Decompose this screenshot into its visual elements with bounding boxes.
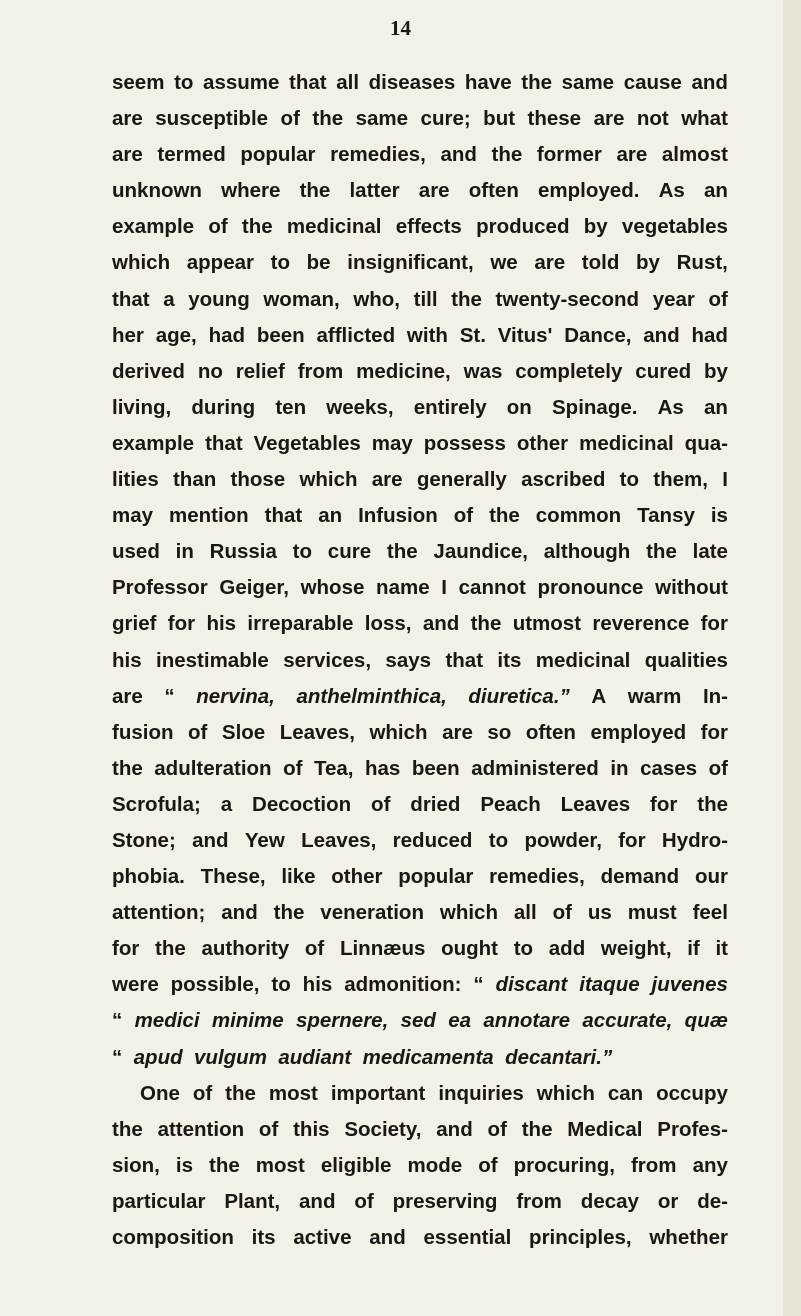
text-line: Scrofula; a Decoction of dried Peach Leaves for the xyxy=(112,792,728,816)
text-line: for the authority of Linnæus ought to add weight, if it xyxy=(112,937,728,961)
text-line: were possible, to his admonition: “ discant itaque juvenes xyxy=(112,973,728,997)
text-line: “ medici minime spernere, sed ea annotare accurate, quæ xyxy=(112,1009,728,1033)
text-line: “ apud vulgum audiant medicamenta decantari.” xyxy=(112,1045,613,1069)
text-line: phobia. These, like other popular remedies, demand our xyxy=(112,865,728,889)
page-number: 14 xyxy=(390,16,411,40)
text-line: grief for his irreparable loss, and the utmost reverence for xyxy=(112,612,728,636)
text-line: Professor Geiger, whose name I cannot pronounce without xyxy=(112,576,728,600)
text-line: are “ nervina, anthelminthica, diuretica.” A warm In- xyxy=(112,684,728,708)
text-line: are termed popular remedies, and the former are almost xyxy=(112,143,728,167)
text-line: sion, is the most eligible mode of procuring, from any xyxy=(112,1153,728,1177)
text-line: unknown where the latter are often employed. As an xyxy=(112,179,728,203)
text-line: are susceptible of the same cure; but these are not what xyxy=(112,107,728,131)
text-line: seem to assume that all diseases have the same cause and xyxy=(112,71,728,94)
text-line: the adulteration of Tea, has been administered in cases of xyxy=(112,756,728,780)
text-line: that a young woman, who, till the twenty-second year of xyxy=(112,287,728,311)
text-line: her age, had been afflicted with St. Vitus' Dance, and had xyxy=(112,323,728,347)
text-line: the attention of this Society, and of the Medical Profes- xyxy=(112,1117,728,1141)
text-line: used in Russia to cure the Jaundice, although the late xyxy=(112,540,728,564)
text-line: Stone; and Yew Leaves, reduced to powder, for Hydro- xyxy=(112,828,728,852)
text-line: particular Plant, and of preserving from decay or de- xyxy=(112,1189,728,1213)
text-line: living, during ten weeks, entirely on Spinage. As an xyxy=(112,395,728,419)
text-line: which appear to be insignificant, we are told by Rust, xyxy=(112,251,728,275)
text-line: derived no relief from medicine, was completely cured by xyxy=(112,359,728,383)
text-line: fusion of Sloe Leaves, which are so often employed for xyxy=(112,720,728,744)
text-line: One of the most important inquiries which can occupy xyxy=(140,1081,728,1105)
text-line: attention; and the veneration which all of us must feel xyxy=(112,901,728,925)
text-line: example of the medicinal effects produced by vegetables xyxy=(112,215,728,239)
text-line: his inestimable services, says that its medicinal qualities xyxy=(112,648,728,672)
text-line: may mention that an Infusion of the common Tansy is xyxy=(112,504,728,528)
text-line: example that Vegetables may possess other medicinal qua- xyxy=(112,431,728,455)
body-text xyxy=(112,65,728,1256)
text-line: composition its active and essential principles, whether xyxy=(112,1226,728,1249)
page-edge-shadow xyxy=(783,0,801,1316)
text-line: lities than those which are generally ascribed to them, I xyxy=(112,468,728,492)
